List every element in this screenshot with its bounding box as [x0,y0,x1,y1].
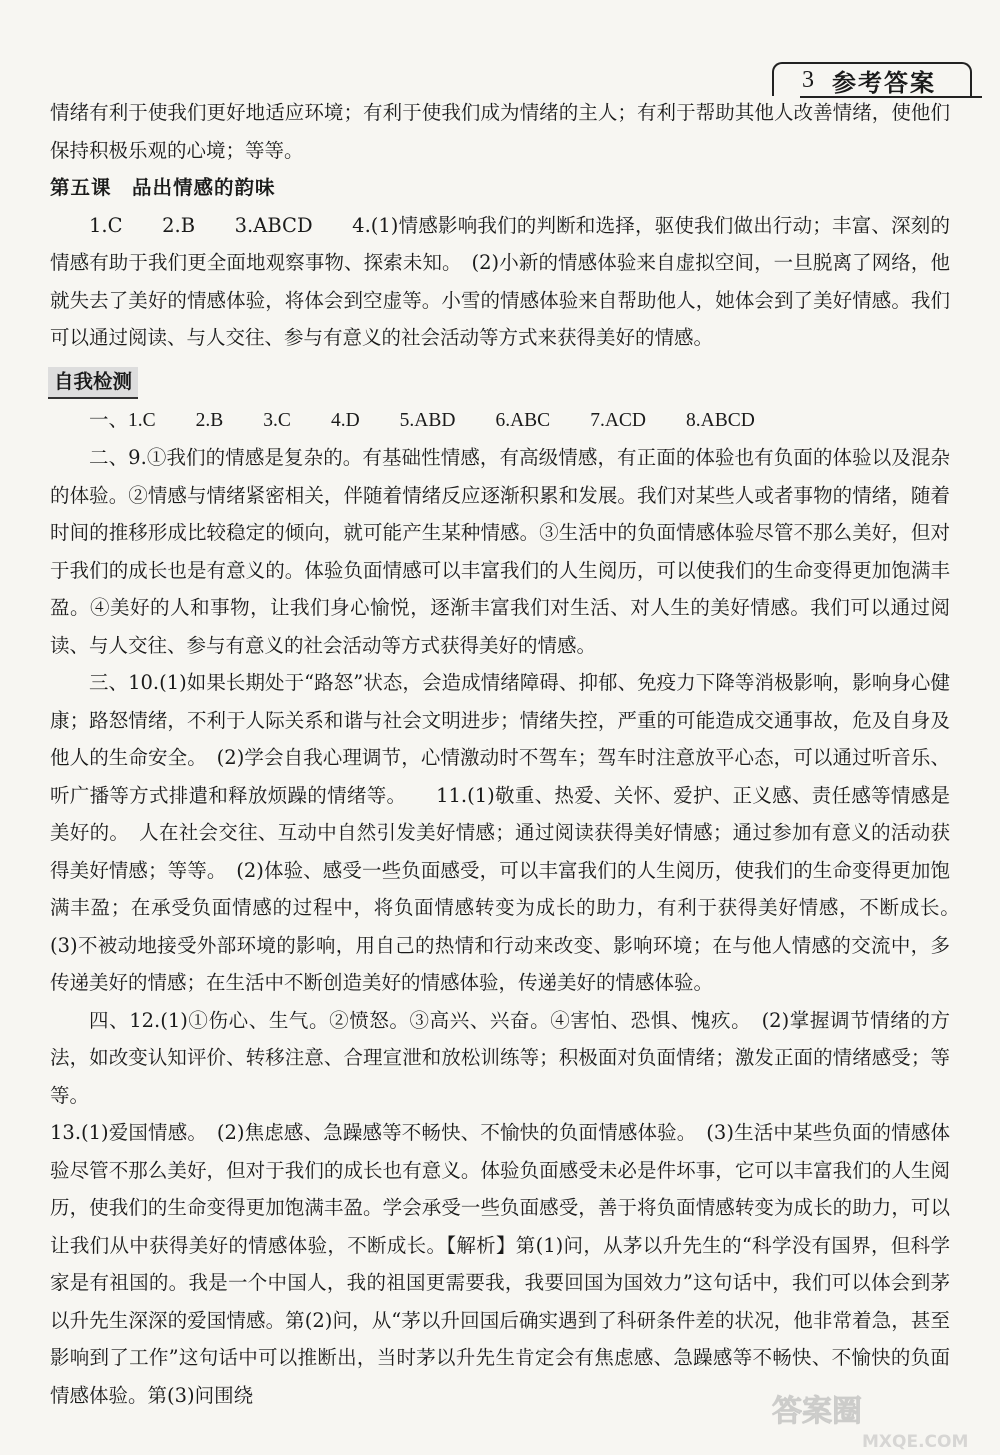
part1-answers [50,401,950,440]
part2-paragraph: 二、9.①我们的情感是复杂的。有基础性情感，有高级情感，有正面的体验也有负面的体验以及混杂的体验。②情感与情绪紧密相关，伴随着情绪反应逐渐积累和发展。我们对某些人或者事物的情绪，随着时间的推移形成比较稳定的倾向，就可能产生某种情感。③生活中的负面情感体验尽管不那么美好，但对于我们的成长也是有意义的。体验负面情感可以丰富我们的人生阅历，可以使我们的生命变得更加饱满丰盈。④美好的人和事物，让我们身心愉悦，逐渐丰富我们对生活、对人生的美好情感。我们可以通过阅读、与人交往、参与有意义的社会活动等方式获得美好的情感。 [50,446,950,657]
answer-item: 7.ACD [590,409,646,431]
intro-paragraph: 情绪有利于使我们更好地适应环境；有利于使我们成为情绪的主人；有利于帮助其他人改善情绪，使他们保持积极乐观的心境；等等。 [50,101,950,162]
answer-item: 5.ABD [399,409,456,431]
answer-item: 6.ABC [495,409,551,431]
section-title: 参考答案 [832,67,936,97]
lesson-answers: 1.C 2.B 3.ABCD 4.(1)情感影响我们的判断和选择，驱使我们做出行动；丰富、深刻的情感有助于我们更全面地观察事物、探索未知。 (2)小新的情感体验来自虚拟空间，一旦脱离了网络，他就失去了美好的情感体验，将体会到空虚等。小雪的情感体验来自帮助他人，她体会到了美好情感。我们可以通过阅读、与人交往、参与有意义的社会活动等方式来获得美好的情感。 [50,213,950,349]
watermark-text: 答案圈 [772,1394,862,1429]
lesson-title: 第五课 品出情感的韵味 [50,176,276,199]
part4-paragraph: 四、12.(1)①伤心、生气。②愤怒。③高兴、兴奋。④害怕、恐惧、愧疚。 (2)掌握调节情绪的方法，如改变认知评价、转移注意、合理宣泄和放松训练等；积极面对负面情绪；激发正面的情绪感受；等等。 [50,1008,950,1107]
page-number: 3 [802,66,814,93]
page-header-tab [772,62,972,96]
answer-item: 3.C [263,409,291,431]
watermark-logo [762,1383,972,1453]
self-test-label: 自我检测 [48,367,138,399]
answer-item: 1.C [128,409,156,431]
answer-item: 2.B [195,409,224,431]
answer-content [50,94,970,1414]
watermark-url: MXQE.COM [862,1432,969,1452]
answer-item: 8.ABCD [685,409,755,431]
answer-item: 4.D [330,409,360,431]
part1-prefix: 一、 [89,409,129,431]
q13-paragraph: 13.(1)爱国情感。 (2)焦虑感、急躁感等不畅快、不愉快的负面情感体验。 (3)生活中某些负面的情感体验尽管不那么美好，但对于我们的成长也有意义。体验负面感受未必是件坏事，它可以丰富我们的人生阅历，使我们的生命变得更加饱满丰盈。学会承受一些负面感受，善于将负面情感转变为成长的助力，可以让我们从中获得美好的情感体验，不断成长。【解析】第(1)问，从茅以升先生的“科学没有国界，但科学家是有祖国的。我是一个中国人，我的祖国更需要我，我要回国为国效力”这句话中，我们可以体会到茅以升先生深深的爱国情感。第(2)问，从“茅以升回国后确实遇到了科研条件差的状况，他非常着急，甚至影响到了工作”这句话中可以推断出，当时茅以升先生肯定会有焦虑感、急躁感等不畅快、不愉快的负面情感体验。第(3)问围绕 [50,1121,950,1407]
part3-paragraph: 三、10.(1)如果长期处于“路怒”状态，会造成情绪障碍、抑郁、免疫力下降等消极影响，影响身心健康；路怒情绪，不利于人际关系和谐与社会文明进步；情绪失控，严重的可能造成交通事故，危及自身及他人的生命安全。 (2)学会自我心理调节，心情激动时不驾车；驾车时注意放平心态，可以通过听音乐、听广播等方式排遣和释放烦躁的情绪等。 11.(1)敬重、热爱、关怀、爱护、正义感、责任感等情感是美好的。 人在社会交往、互动中自然引发美好情感；通过阅读获得美好情感；通过参加有意义的活动获得美好情感；等等。 (2)体验、感受一些负面感受，可以丰富我们的人生阅历，使我们的生命变得更加饱满丰盈；在承受负面情感的过程中，将负面情感转变为成长的助力，有利于获得美好情感，不断成长。 (3)不被动地接受外部环境的影响，用自己的热情和行动来改变、影响环境；在与他人情感的交流中，多传递美好的情感；在生活中不断创造美好的情感体验，传递美好的情感体验。 [50,671,970,994]
